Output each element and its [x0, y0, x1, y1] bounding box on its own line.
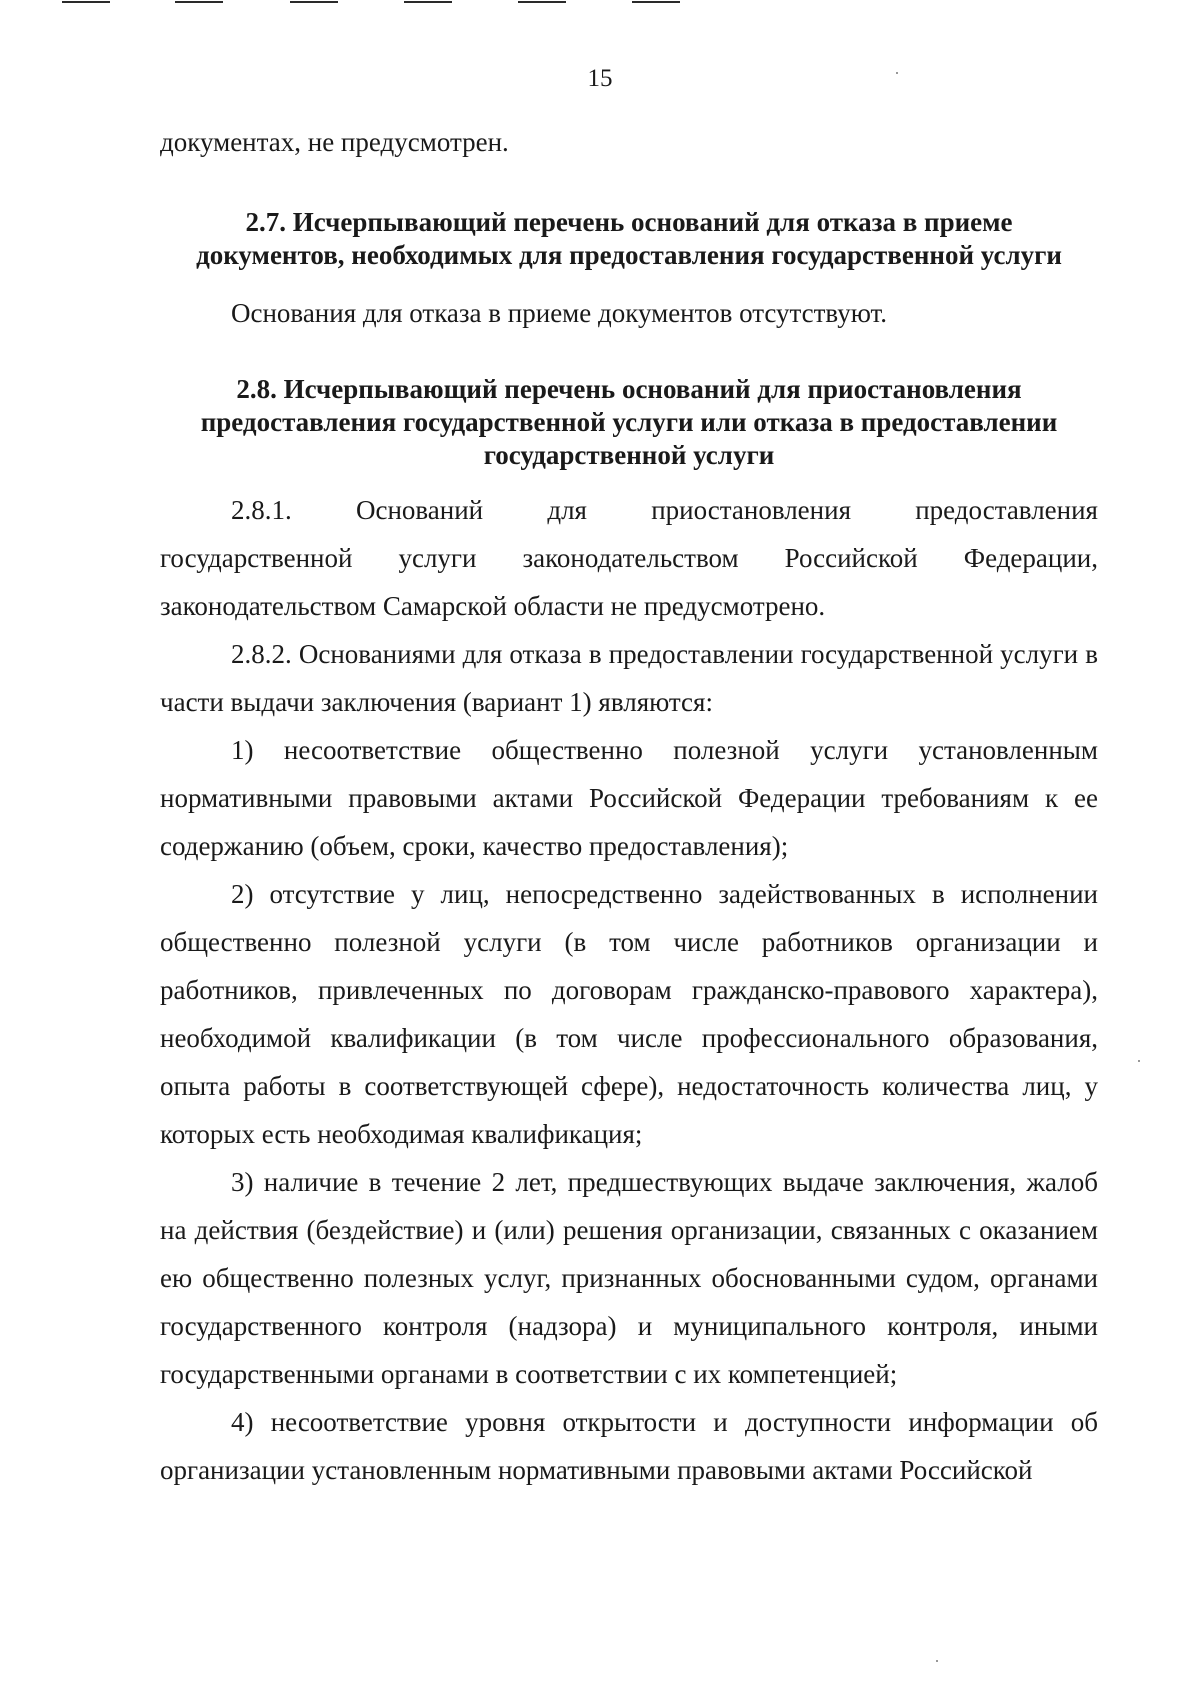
section-2-7-heading: 2.7. Исчерпывающий перечень оснований для отказа в приеме документов, необходимых для предоставления государственной услуги: [196, 207, 1062, 270]
list-item-4: 4) несоответствие уровня открытости и доступности информации об организации установленным нормативными правовыми актами Российской: [160, 1407, 1098, 1485]
p281-word: предоставления: [915, 495, 1098, 525]
p281-word: 2.8.1.: [231, 495, 292, 525]
scan-speck: [896, 72, 898, 74]
p281-word: для: [547, 495, 587, 525]
section-2-7-body: Основания для отказа в приеме документов отсутствуют.: [231, 298, 888, 328]
section-2-8-heading: 2.8. Исчерпывающий перечень оснований для приостановления предоставления государственной услуги или отказа в предоставлении государственной услуги: [200, 374, 1058, 470]
list-item-2: 2) отсутствие у лиц, непосредственно задействованных в исполнении общественно полезной услуги (в том числе работников организации и работников, привлеченных по договорам гражданско-правового характера), необходимой квалификации (в том числе профессионального образования, опыта работы в соответствующей сфере), недостаточность количества лиц, у которых есть необходимая квалификация;: [160, 879, 1098, 1149]
paragraph-2-8-1-rest: государственной услуги законодательством Российской Федерации, законодательством Самарской области не предусмотрено.: [160, 543, 1098, 621]
paragraph-2-8-2: 2.8.2. Основаниями для отказа в предоставлении государственной услуги в части выдачи заключения (вариант 1) являются:: [160, 639, 1098, 717]
list-item-3: 3) наличие в течение 2 лет, предшествующих выдаче заключения, жалоб на действия (бездействие) и (или) решения организации, связанных с оказанием ею общественно полезных услуг, признанных обоснованными судом, органами государственного контроля (надзора) и муниципального контроля, иными государственными органами в соответствии с их компетенцией;: [160, 1167, 1098, 1389]
intro-continuation: документах, не предусмотрен.: [160, 127, 509, 157]
p281-word: Оснований: [355, 495, 484, 525]
list-item-1: 1) несоответствие общественно полезной услуги установленным нормативными правовыми актами Российской Федерации требованиям к ее содержанию (объем, сроки, качество предоставления);: [160, 735, 1098, 861]
paragraph-2-8-1: [160, 486, 1098, 630]
p281-word: приостановления: [651, 495, 851, 525]
top-edge-marks: [0, 0, 1200, 6]
scan-speck: [1138, 1060, 1140, 1062]
scan-speck: [936, 1660, 938, 1662]
page-number: 15: [587, 65, 613, 92]
document-body: [160, 118, 1098, 1494]
paragraph-2-8-1-first-line: [160, 486, 1098, 534]
